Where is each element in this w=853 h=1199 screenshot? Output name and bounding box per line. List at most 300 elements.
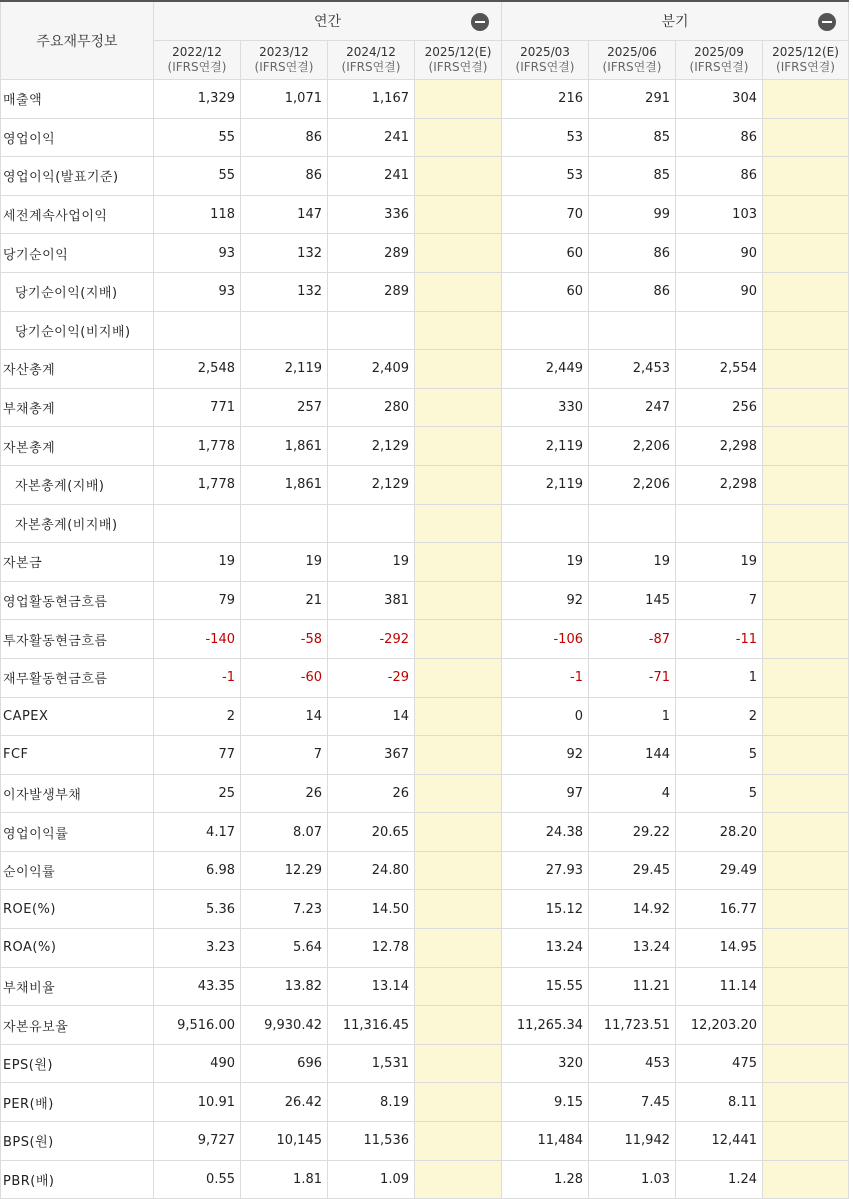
table-cell: 11,536 — [328, 1122, 415, 1161]
table-cell — [241, 311, 328, 350]
table-cell: 29.45 — [589, 851, 676, 890]
table-cell: 60 — [502, 234, 589, 273]
table-row — [1, 543, 849, 582]
period-header — [415, 41, 502, 80]
table-cell — [415, 157, 502, 196]
table-cell: -1 — [502, 658, 589, 697]
table-cell — [763, 658, 849, 697]
table-cell: 5.64 — [241, 929, 328, 968]
table-cell: 453 — [589, 1044, 676, 1083]
table-row — [1, 658, 849, 697]
table-cell: 1.81 — [241, 1160, 328, 1199]
table-cell: 14 — [241, 697, 328, 736]
table-cell: 2,206 — [589, 427, 676, 466]
table-cell: 7 — [241, 736, 328, 775]
period-basis: (IFRS연결) — [689, 60, 749, 74]
quarterly-collapse-icon[interactable] — [818, 13, 836, 31]
row-label: FCF — [1, 736, 154, 775]
table-cell — [763, 890, 849, 929]
row-label: 자본금 — [1, 543, 154, 582]
table-cell: 19 — [589, 543, 676, 582]
table-cell: -87 — [589, 620, 676, 659]
table-cell: 9.15 — [502, 1083, 589, 1122]
period-basis: (IFRS연결) — [254, 60, 314, 74]
table-cell: 9,727 — [154, 1122, 241, 1161]
table-cell: 147 — [241, 195, 328, 234]
period-label: 2022/12 — [172, 45, 222, 59]
row-label: 당기순이익 — [1, 234, 154, 273]
row-label: 이자발생부채 — [1, 774, 154, 813]
table-cell: 1,071 — [241, 80, 328, 119]
table-cell: 1.09 — [328, 1160, 415, 1199]
row-label: PER(배) — [1, 1083, 154, 1122]
table-cell: 93 — [154, 272, 241, 311]
row-label: EPS(원) — [1, 1044, 154, 1083]
table-cell: 5 — [676, 774, 763, 813]
table-cell — [589, 504, 676, 543]
table-cell: 86 — [676, 118, 763, 157]
row-label: 자본유보율 — [1, 1006, 154, 1045]
table-cell: 97 — [502, 774, 589, 813]
table-cell: -106 — [502, 620, 589, 659]
table-cell: 11,942 — [589, 1122, 676, 1161]
table-cell: 12,203.20 — [676, 1006, 763, 1045]
table-row — [1, 1122, 849, 1161]
table-cell — [415, 427, 502, 466]
table-cell — [154, 311, 241, 350]
table-cell: 92 — [502, 736, 589, 775]
table-cell: 11,723.51 — [589, 1006, 676, 1045]
table-cell — [763, 195, 849, 234]
table-cell — [415, 350, 502, 389]
table-cell: 2,129 — [328, 427, 415, 466]
table-cell: 475 — [676, 1044, 763, 1083]
table-cell: 19 — [328, 543, 415, 582]
table-cell: 86 — [589, 272, 676, 311]
table-cell: 7.45 — [589, 1083, 676, 1122]
table-cell: 86 — [241, 118, 328, 157]
table-cell: 14 — [328, 697, 415, 736]
table-cell: 90 — [676, 272, 763, 311]
table-cell: 13.24 — [589, 929, 676, 968]
table-cell: 304 — [676, 80, 763, 119]
table-cell: 216 — [502, 80, 589, 119]
table-cell: 19 — [502, 543, 589, 582]
row-label: ROE(%) — [1, 890, 154, 929]
row-label: CAPEX — [1, 697, 154, 736]
table-cell: 1.03 — [589, 1160, 676, 1199]
table-cell: 93 — [154, 234, 241, 273]
table-cell: 330 — [502, 388, 589, 427]
table-cell: 1 — [676, 658, 763, 697]
table-cell — [415, 504, 502, 543]
table-cell: 2,129 — [328, 465, 415, 504]
table-cell — [502, 311, 589, 350]
table-cell — [415, 890, 502, 929]
table-cell: 21 — [241, 581, 328, 620]
table-cell: 55 — [154, 157, 241, 196]
table-cell: 77 — [154, 736, 241, 775]
table-cell: 289 — [328, 272, 415, 311]
table-cell: 1,778 — [154, 465, 241, 504]
period-basis: (IFRS연결) — [167, 60, 227, 74]
table-cell: 10,145 — [241, 1122, 328, 1161]
table-cell: 11,484 — [502, 1122, 589, 1161]
table-cell: -1 — [154, 658, 241, 697]
table-cell: 1.28 — [502, 1160, 589, 1199]
table-cell — [415, 736, 502, 775]
table-cell — [763, 427, 849, 466]
table-cell — [763, 620, 849, 659]
period-basis: (IFRS연결) — [776, 60, 835, 74]
table-cell: 14.95 — [676, 929, 763, 968]
table-cell: 132 — [241, 272, 328, 311]
table-cell: 1 — [589, 697, 676, 736]
table-cell: 1,861 — [241, 465, 328, 504]
row-label: 자본총계(지배) — [1, 465, 154, 504]
period-label: 2025/12(E) — [772, 45, 839, 59]
table-cell — [763, 118, 849, 157]
table-row — [1, 350, 849, 389]
table-cell — [415, 311, 502, 350]
table-cell: 5 — [676, 736, 763, 775]
table-cell: 1,778 — [154, 427, 241, 466]
table-cell: 320 — [502, 1044, 589, 1083]
period-header — [241, 41, 328, 80]
table-cell: -11 — [676, 620, 763, 659]
table-cell — [502, 504, 589, 543]
row-label: 영업이익(발표기준) — [1, 157, 154, 196]
table-cell — [415, 774, 502, 813]
period-header — [763, 41, 849, 80]
table-cell: 381 — [328, 581, 415, 620]
table-cell — [415, 1083, 502, 1122]
table-cell: 8.07 — [241, 813, 328, 852]
table-cell: 26.42 — [241, 1083, 328, 1122]
table-row — [1, 195, 849, 234]
table-cell: 92 — [502, 581, 589, 620]
period-header — [328, 41, 415, 80]
table-cell: 490 — [154, 1044, 241, 1083]
table-cell: 2,206 — [589, 465, 676, 504]
table-cell: 2 — [676, 697, 763, 736]
table-cell: 2,409 — [328, 350, 415, 389]
table-cell: 9,516.00 — [154, 1006, 241, 1045]
table-cell: 12,441 — [676, 1122, 763, 1161]
table-cell: -140 — [154, 620, 241, 659]
table-cell: 26 — [328, 774, 415, 813]
table-cell: 13.82 — [241, 967, 328, 1006]
table-row — [1, 504, 849, 543]
table-cell — [154, 504, 241, 543]
table-cell: 5.36 — [154, 890, 241, 929]
table-cell: 28.20 — [676, 813, 763, 852]
period-label: 2025/06 — [607, 45, 657, 59]
table-cell — [415, 851, 502, 890]
table-cell — [763, 774, 849, 813]
quarterly-group-label: 분기 — [661, 14, 689, 30]
table-cell — [415, 1006, 502, 1045]
table-cell: 15.55 — [502, 967, 589, 1006]
table-cell: 8.19 — [328, 1083, 415, 1122]
table-cell: 144 — [589, 736, 676, 775]
table-cell: 19 — [676, 543, 763, 582]
table-cell: 0 — [502, 697, 589, 736]
table-row — [1, 929, 849, 968]
table-cell: 241 — [328, 157, 415, 196]
table-row — [1, 890, 849, 929]
table-cell — [415, 813, 502, 852]
table-cell: 1,329 — [154, 80, 241, 119]
table-cell: 2,119 — [502, 465, 589, 504]
table-cell: 696 — [241, 1044, 328, 1083]
table-cell — [763, 967, 849, 1006]
table-cell: 8.11 — [676, 1083, 763, 1122]
table-cell: 3.23 — [154, 929, 241, 968]
table-cell — [415, 967, 502, 1006]
period-header — [502, 41, 589, 80]
row-label: 당기순이익(지배) — [1, 272, 154, 311]
table-cell: 2,119 — [502, 427, 589, 466]
table-cell: 7 — [676, 581, 763, 620]
table-cell: 11.21 — [589, 967, 676, 1006]
table-cell: 85 — [589, 118, 676, 157]
table-cell: 86 — [589, 234, 676, 273]
table-row — [1, 80, 849, 119]
table-cell: 771 — [154, 388, 241, 427]
table-row — [1, 311, 849, 350]
table-cell: 145 — [589, 581, 676, 620]
row-label: 자산총계 — [1, 350, 154, 389]
table-cell: -292 — [328, 620, 415, 659]
table-cell: -58 — [241, 620, 328, 659]
period-label: 2025/09 — [694, 45, 744, 59]
table-cell: 86 — [676, 157, 763, 196]
table-cell — [415, 465, 502, 504]
table-cell: 85 — [589, 157, 676, 196]
table-cell — [763, 929, 849, 968]
table-cell: 247 — [589, 388, 676, 427]
table-cell — [763, 234, 849, 273]
table-cell — [415, 620, 502, 659]
row-label: 부채총계 — [1, 388, 154, 427]
table-cell: 4 — [589, 774, 676, 813]
table-cell: 241 — [328, 118, 415, 157]
table-cell: 257 — [241, 388, 328, 427]
table-row — [1, 697, 849, 736]
table-corner-header: 주요재무정보 — [1, 1, 154, 80]
table-cell — [763, 543, 849, 582]
table-cell: 55 — [154, 118, 241, 157]
table-cell: 4.17 — [154, 813, 241, 852]
table-cell: 15.12 — [502, 890, 589, 929]
table-cell: 16.77 — [676, 890, 763, 929]
table-row — [1, 388, 849, 427]
table-cell: 2,119 — [241, 350, 328, 389]
table-cell — [415, 388, 502, 427]
table-cell: 12.78 — [328, 929, 415, 968]
table-cell — [763, 736, 849, 775]
table-cell: 6.98 — [154, 851, 241, 890]
period-label: 2023/12 — [259, 45, 309, 59]
table-row — [1, 118, 849, 157]
table-cell — [415, 1122, 502, 1161]
row-label: 영업활동현금흐름 — [1, 581, 154, 620]
table-cell: 1,531 — [328, 1044, 415, 1083]
table-cell: 24.38 — [502, 813, 589, 852]
table-cell: 53 — [502, 118, 589, 157]
table-cell: 19 — [154, 543, 241, 582]
table-row — [1, 813, 849, 852]
table-cell — [763, 311, 849, 350]
table-row — [1, 1006, 849, 1045]
table-cell — [676, 504, 763, 543]
table-cell — [415, 80, 502, 119]
table-cell — [763, 1122, 849, 1161]
table-row — [1, 620, 849, 659]
table-cell — [415, 543, 502, 582]
table-cell: 13.14 — [328, 967, 415, 1006]
table-cell: 2,548 — [154, 350, 241, 389]
table-cell: 7.23 — [241, 890, 328, 929]
table-cell: 103 — [676, 195, 763, 234]
row-label: 영업이익률 — [1, 813, 154, 852]
table-cell: 1.24 — [676, 1160, 763, 1199]
table-cell: 2,298 — [676, 427, 763, 466]
table-row — [1, 234, 849, 273]
table-cell: -29 — [328, 658, 415, 697]
table-cell: 1,861 — [241, 427, 328, 466]
table-cell: 13.24 — [502, 929, 589, 968]
row-label: 순이익률 — [1, 851, 154, 890]
row-label: 재무활동현금흐름 — [1, 658, 154, 697]
table-cell: 90 — [676, 234, 763, 273]
table-cell: 2,298 — [676, 465, 763, 504]
table-cell — [241, 504, 328, 543]
table-cell — [589, 311, 676, 350]
row-label: ROA(%) — [1, 929, 154, 968]
table-row — [1, 157, 849, 196]
table-cell: 27.93 — [502, 851, 589, 890]
period-header — [589, 41, 676, 80]
row-label: PBR(배) — [1, 1160, 154, 1199]
table-cell: 53 — [502, 157, 589, 196]
table-row — [1, 967, 849, 1006]
row-label: 자본총계(비지배) — [1, 504, 154, 543]
table-cell — [763, 1083, 849, 1122]
table-cell: 79 — [154, 581, 241, 620]
table-cell — [415, 195, 502, 234]
table-cell: 291 — [589, 80, 676, 119]
table-cell: 9,930.42 — [241, 1006, 328, 1045]
period-header — [676, 41, 763, 80]
table-row — [1, 465, 849, 504]
table-cell: 24.80 — [328, 851, 415, 890]
table-cell: -71 — [589, 658, 676, 697]
table-cell: 20.65 — [328, 813, 415, 852]
period-basis: (IFRS연결) — [602, 60, 662, 74]
table-cell: 43.35 — [154, 967, 241, 1006]
table-cell — [415, 581, 502, 620]
table-cell — [763, 388, 849, 427]
table-cell — [415, 697, 502, 736]
table-cell: 118 — [154, 195, 241, 234]
table-cell: 14.50 — [328, 890, 415, 929]
table-cell: 26 — [241, 774, 328, 813]
period-basis: (IFRS연결) — [341, 60, 401, 74]
table-cell — [415, 1044, 502, 1083]
table-cell: 19 — [241, 543, 328, 582]
table-cell — [763, 697, 849, 736]
table-cell: 11,265.34 — [502, 1006, 589, 1045]
table-cell: 29.49 — [676, 851, 763, 890]
table-cell — [415, 658, 502, 697]
table-cell: 11,316.45 — [328, 1006, 415, 1045]
table-row — [1, 272, 849, 311]
table-cell: 10.91 — [154, 1083, 241, 1122]
table-row — [1, 774, 849, 813]
period-basis: (IFRS연결) — [428, 60, 488, 74]
table-cell: 0.55 — [154, 1160, 241, 1199]
row-label: 자본총계 — [1, 427, 154, 466]
table-cell — [763, 272, 849, 311]
table-cell — [763, 80, 849, 119]
row-label: 매출액 — [1, 80, 154, 119]
row-label: 영업이익 — [1, 118, 154, 157]
table-cell: 86 — [241, 157, 328, 196]
table-cell — [676, 311, 763, 350]
table-cell: 132 — [241, 234, 328, 273]
table-cell: -60 — [241, 658, 328, 697]
table-cell: 12.29 — [241, 851, 328, 890]
table-row — [1, 851, 849, 890]
table-cell: 336 — [328, 195, 415, 234]
row-label: 투자활동현금흐름 — [1, 620, 154, 659]
annual-group-header — [154, 1, 502, 41]
period-label: 2024/12 — [346, 45, 396, 59]
table-cell — [763, 350, 849, 389]
table-cell: 367 — [328, 736, 415, 775]
table-cell — [415, 929, 502, 968]
table-row — [1, 1044, 849, 1083]
table-cell — [763, 157, 849, 196]
table-cell — [415, 234, 502, 273]
table-cell: 25 — [154, 774, 241, 813]
period-basis: (IFRS연결) — [515, 60, 575, 74]
table-row — [1, 581, 849, 620]
row-label: BPS(원) — [1, 1122, 154, 1161]
period-label: 2025/12(E) — [424, 45, 492, 59]
table-row — [1, 736, 849, 775]
table-cell: 99 — [589, 195, 676, 234]
table-cell — [415, 272, 502, 311]
table-cell: 289 — [328, 234, 415, 273]
table-cell: 256 — [676, 388, 763, 427]
table-cell: 1,167 — [328, 80, 415, 119]
table-cell — [763, 813, 849, 852]
row-label: 부채비율 — [1, 967, 154, 1006]
quarterly-group-header — [502, 1, 849, 41]
annual-collapse-icon[interactable] — [471, 13, 489, 31]
period-header — [154, 41, 241, 80]
table-row — [1, 427, 849, 466]
table-cell: 2,453 — [589, 350, 676, 389]
table-cell: 14.92 — [589, 890, 676, 929]
table-cell: 2,554 — [676, 350, 763, 389]
table-cell: 280 — [328, 388, 415, 427]
table-cell: 11.14 — [676, 967, 763, 1006]
table-cell: 2 — [154, 697, 241, 736]
